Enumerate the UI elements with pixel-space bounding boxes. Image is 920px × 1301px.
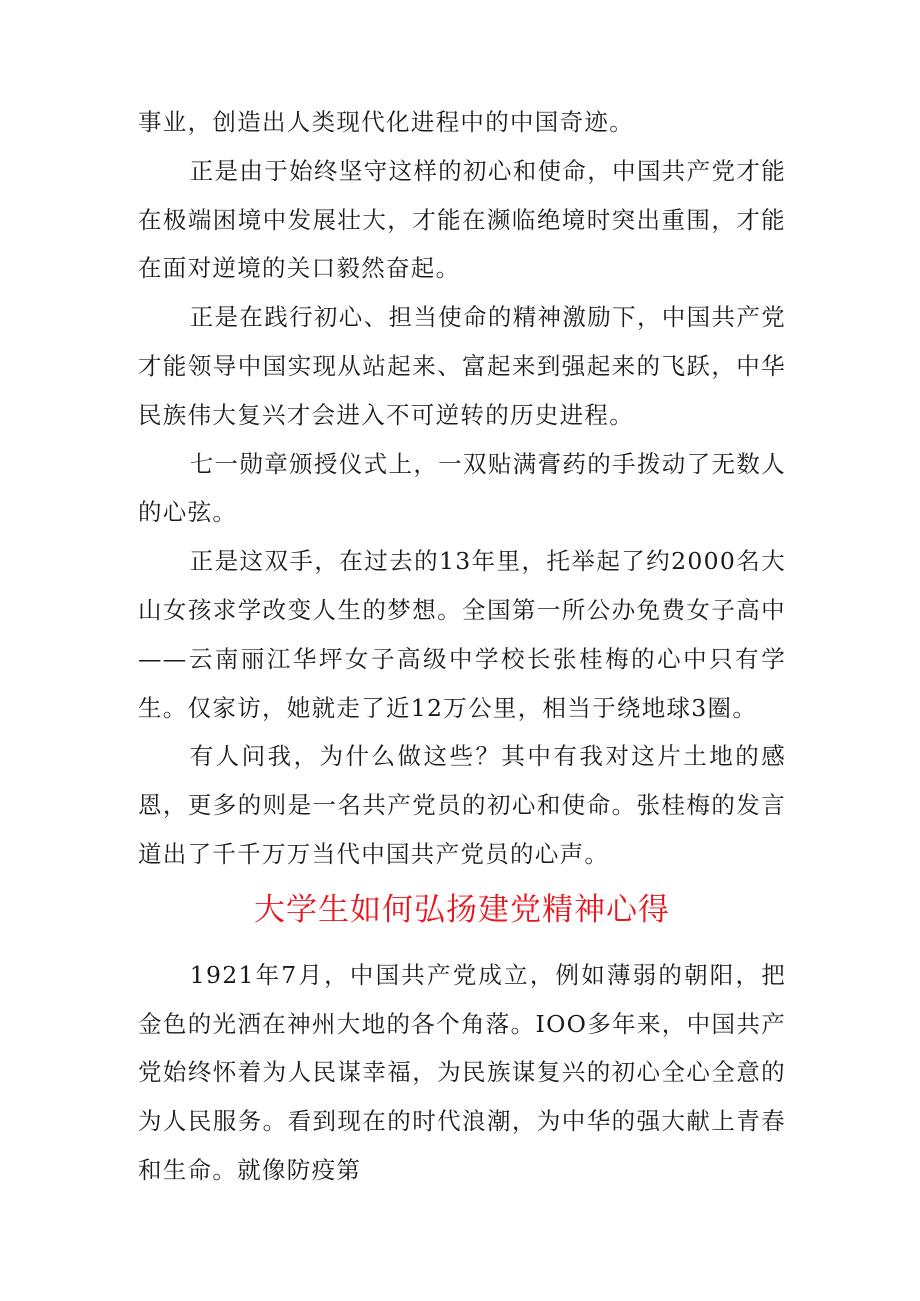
paragraph-zhang-guimei: 正是这双手，在过去的13年里，托举起了约2000名大山女孩求学改变人生的梦想。全国第一所公办免费女子高中——云南丽江华坪女子高级中学校长张桂梅的心中只有学生。仅家访，她就走了近12万公里，相当于绕地球3圈。 [138, 547, 786, 722]
paragraph-party-founding: 1921年7月，中国共产党成立，例如薄弱的朝阳，把金色的光洒在神州大地的各个角落。IOO多年来，中国共产党始终怀着为人民谋幸福，为民族谋复兴的初心全心全意的为人民服务。看到现在的时代浪潮，为中华的强大献上青春和生命。就像防疫第 [138, 960, 786, 1184]
paragraph-steadfast-mission: 正是由于始终坚守这样的初心和使命，中国共产党才能在极端困境中发展壮大，才能在濒临绝境时突出重围，才能在面对逆境的关口毅然奋起。 [138, 156, 786, 283]
paragraph-why-do-this: 有人问我，为什么做这些？其中有我对这片土地的感恩，更多的则是一名共产党员的初心和使命。张桂梅的发言道出了千千万万当代中国共产党员的心声。 [138, 742, 786, 868]
section-title: 大学生如何弘扬建党精神心得 [254, 891, 670, 928]
paragraph-practice-original-aspiration: 正是在践行初心、担当使命的精神激励下，中国共产党才能领导中国实现从站起来、富起来到强起来的飞跃，中华民族伟大复兴才会进入不可逆转的历史进程。 [138, 303, 786, 429]
paragraph-continuation: 事业，创造出人类现代化进程中的中国奇迹。 [138, 108, 634, 136]
paragraph-july-first-medal: 七一勋章颁授仪式上，一双贴满膏药的手拨动了无数人的心弦。 [138, 449, 786, 527]
document-body [138, 98, 786, 1195]
